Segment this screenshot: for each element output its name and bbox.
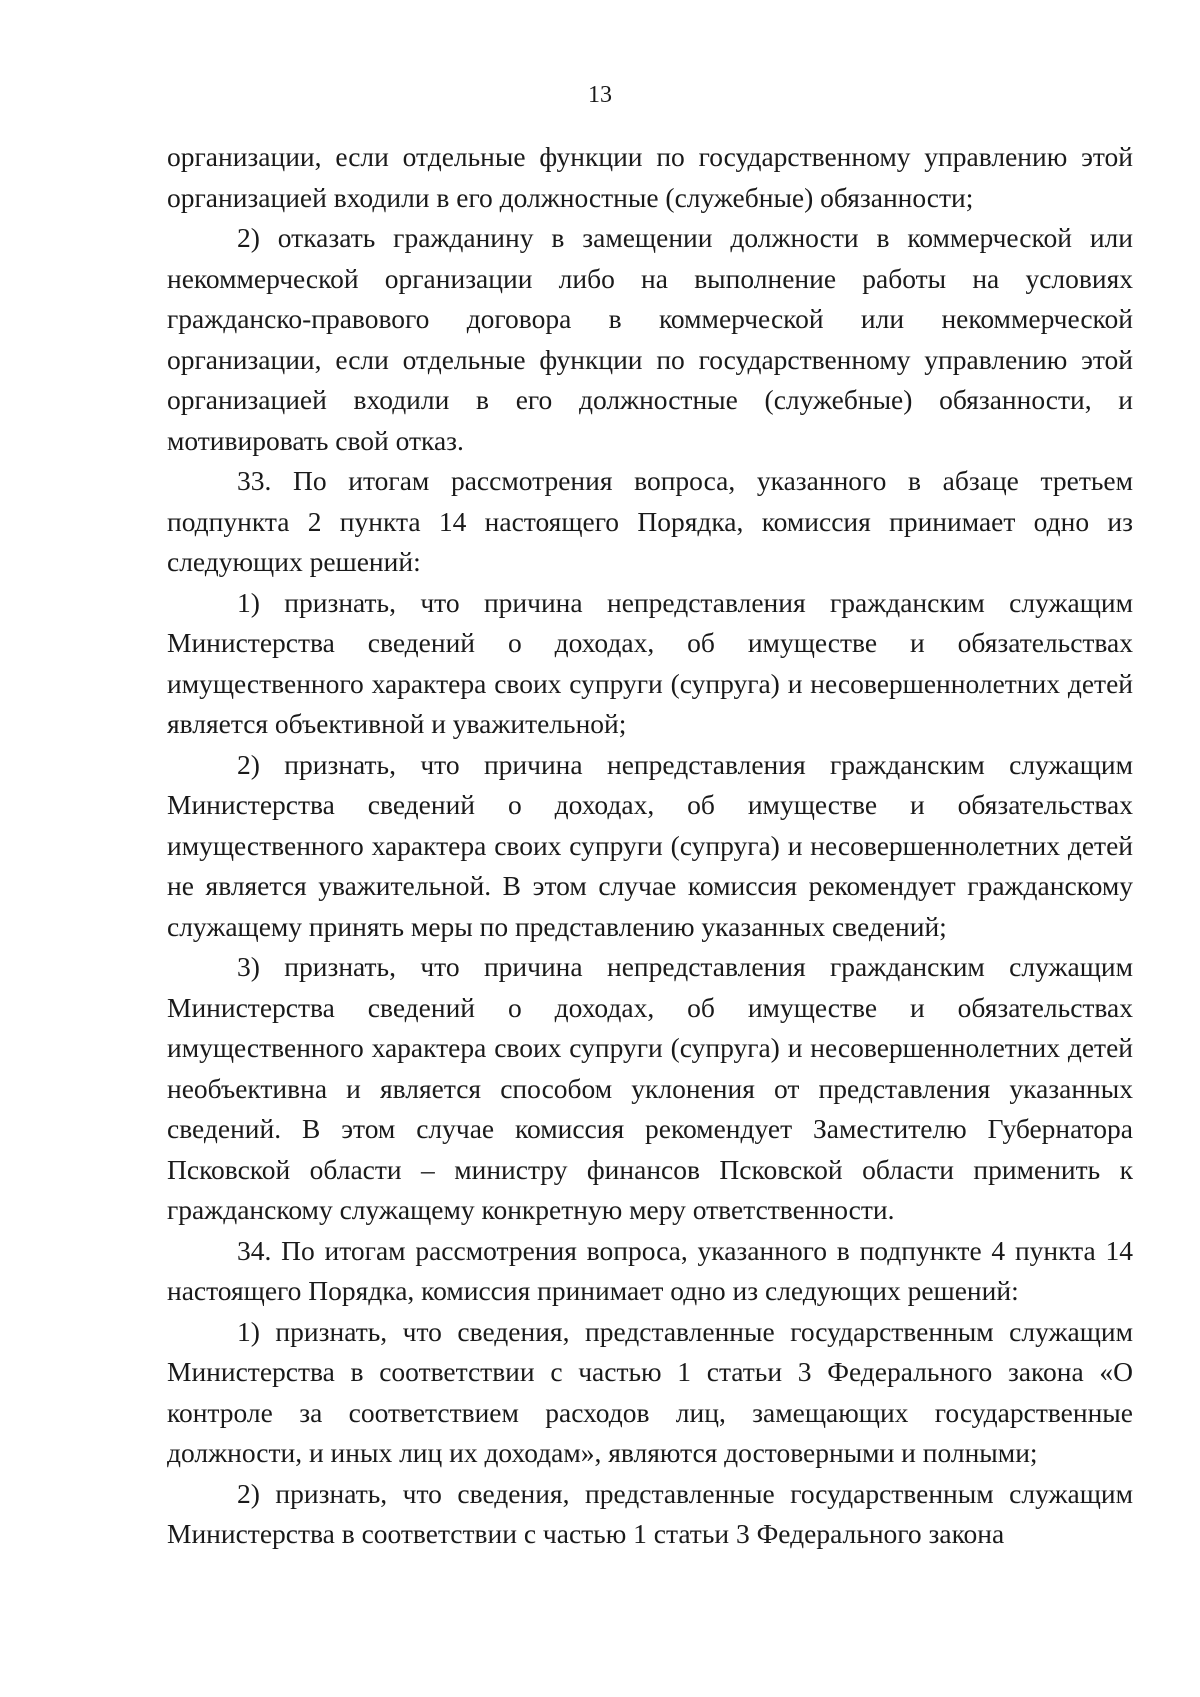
document-body bbox=[167, 137, 1133, 1555]
page-number: 13 bbox=[588, 82, 612, 108]
paragraph: 34. По итогам рассмотрения вопроса, указанного в подпункте 4 пункта 14 настоящего Порядка, комиссия принимает одно из следующих решений: bbox=[167, 1234, 1133, 1306]
paragraph: 3) признать, что причина непредставления гражданским служащим Министерства сведений о доходах, об имуществе и обязательствах имущественного характера своих супруги (супруга) и несовершеннолетних детей необъективна и является способом уклонения от представления указанных сведений. В этом случае комиссия рекомендует Заместителю Губернатора Псковской области – министру финансов Псковской области применить к гражданскому служащему конкретную меру ответственности. bbox=[167, 951, 1133, 1225]
paragraph: 1) признать, что причина непредставления гражданским служащим Министерства сведений о доходах, об имуществе и обязательствах имущественного характера своих супруги (супруга) и несовершеннолетних детей является объективной и уважительной; bbox=[167, 586, 1133, 739]
paragraph: 1) признать, что сведения, представленные государственным служащим Министерства в соответствии с частью 1 статьи 3 Федерального закона «О контроле за соответствием расходов лиц, замещающих государственные должности, и иных лиц их доходам», являются достоверными и полными; bbox=[167, 1315, 1133, 1468]
paragraph: 2) отказать гражданину в замещении должности в коммерческой или некоммерческой организации либо на выполнение работы на условиях гражданско-правового договора в коммерческой или некоммерческой организации, если отдельные функции по государственному управлению этой организацией входили в его должностные (служебные) обязанности, и мотивировать свой отказ. bbox=[167, 222, 1133, 456]
paragraph: 2) признать, что сведения, представленные государственным служащим Министерства в соответствии с частью 1 статьи 3 Федерального закона bbox=[167, 1477, 1133, 1549]
paragraph: 2) признать, что причина непредставления гражданским служащим Министерства сведений о доходах, об имуществе и обязательствах имущественного характера своих супруги (супруга) и несовершеннолетних детей не является уважительной. В этом случае комиссия рекомендует гражданскому служащему принять меры по представлению указанных сведений; bbox=[167, 748, 1133, 942]
paragraph: организации, если отдельные функции по государственному управлению этой организацией входили в его должностные (служебные) обязанности; bbox=[167, 141, 1133, 213]
paragraph: 33. По итогам рассмотрения вопроса, указанного в абзаце третьем подпункта 2 пункта 14 настоящего Порядка, комиссия принимает одно из следующих решений: bbox=[167, 465, 1133, 577]
